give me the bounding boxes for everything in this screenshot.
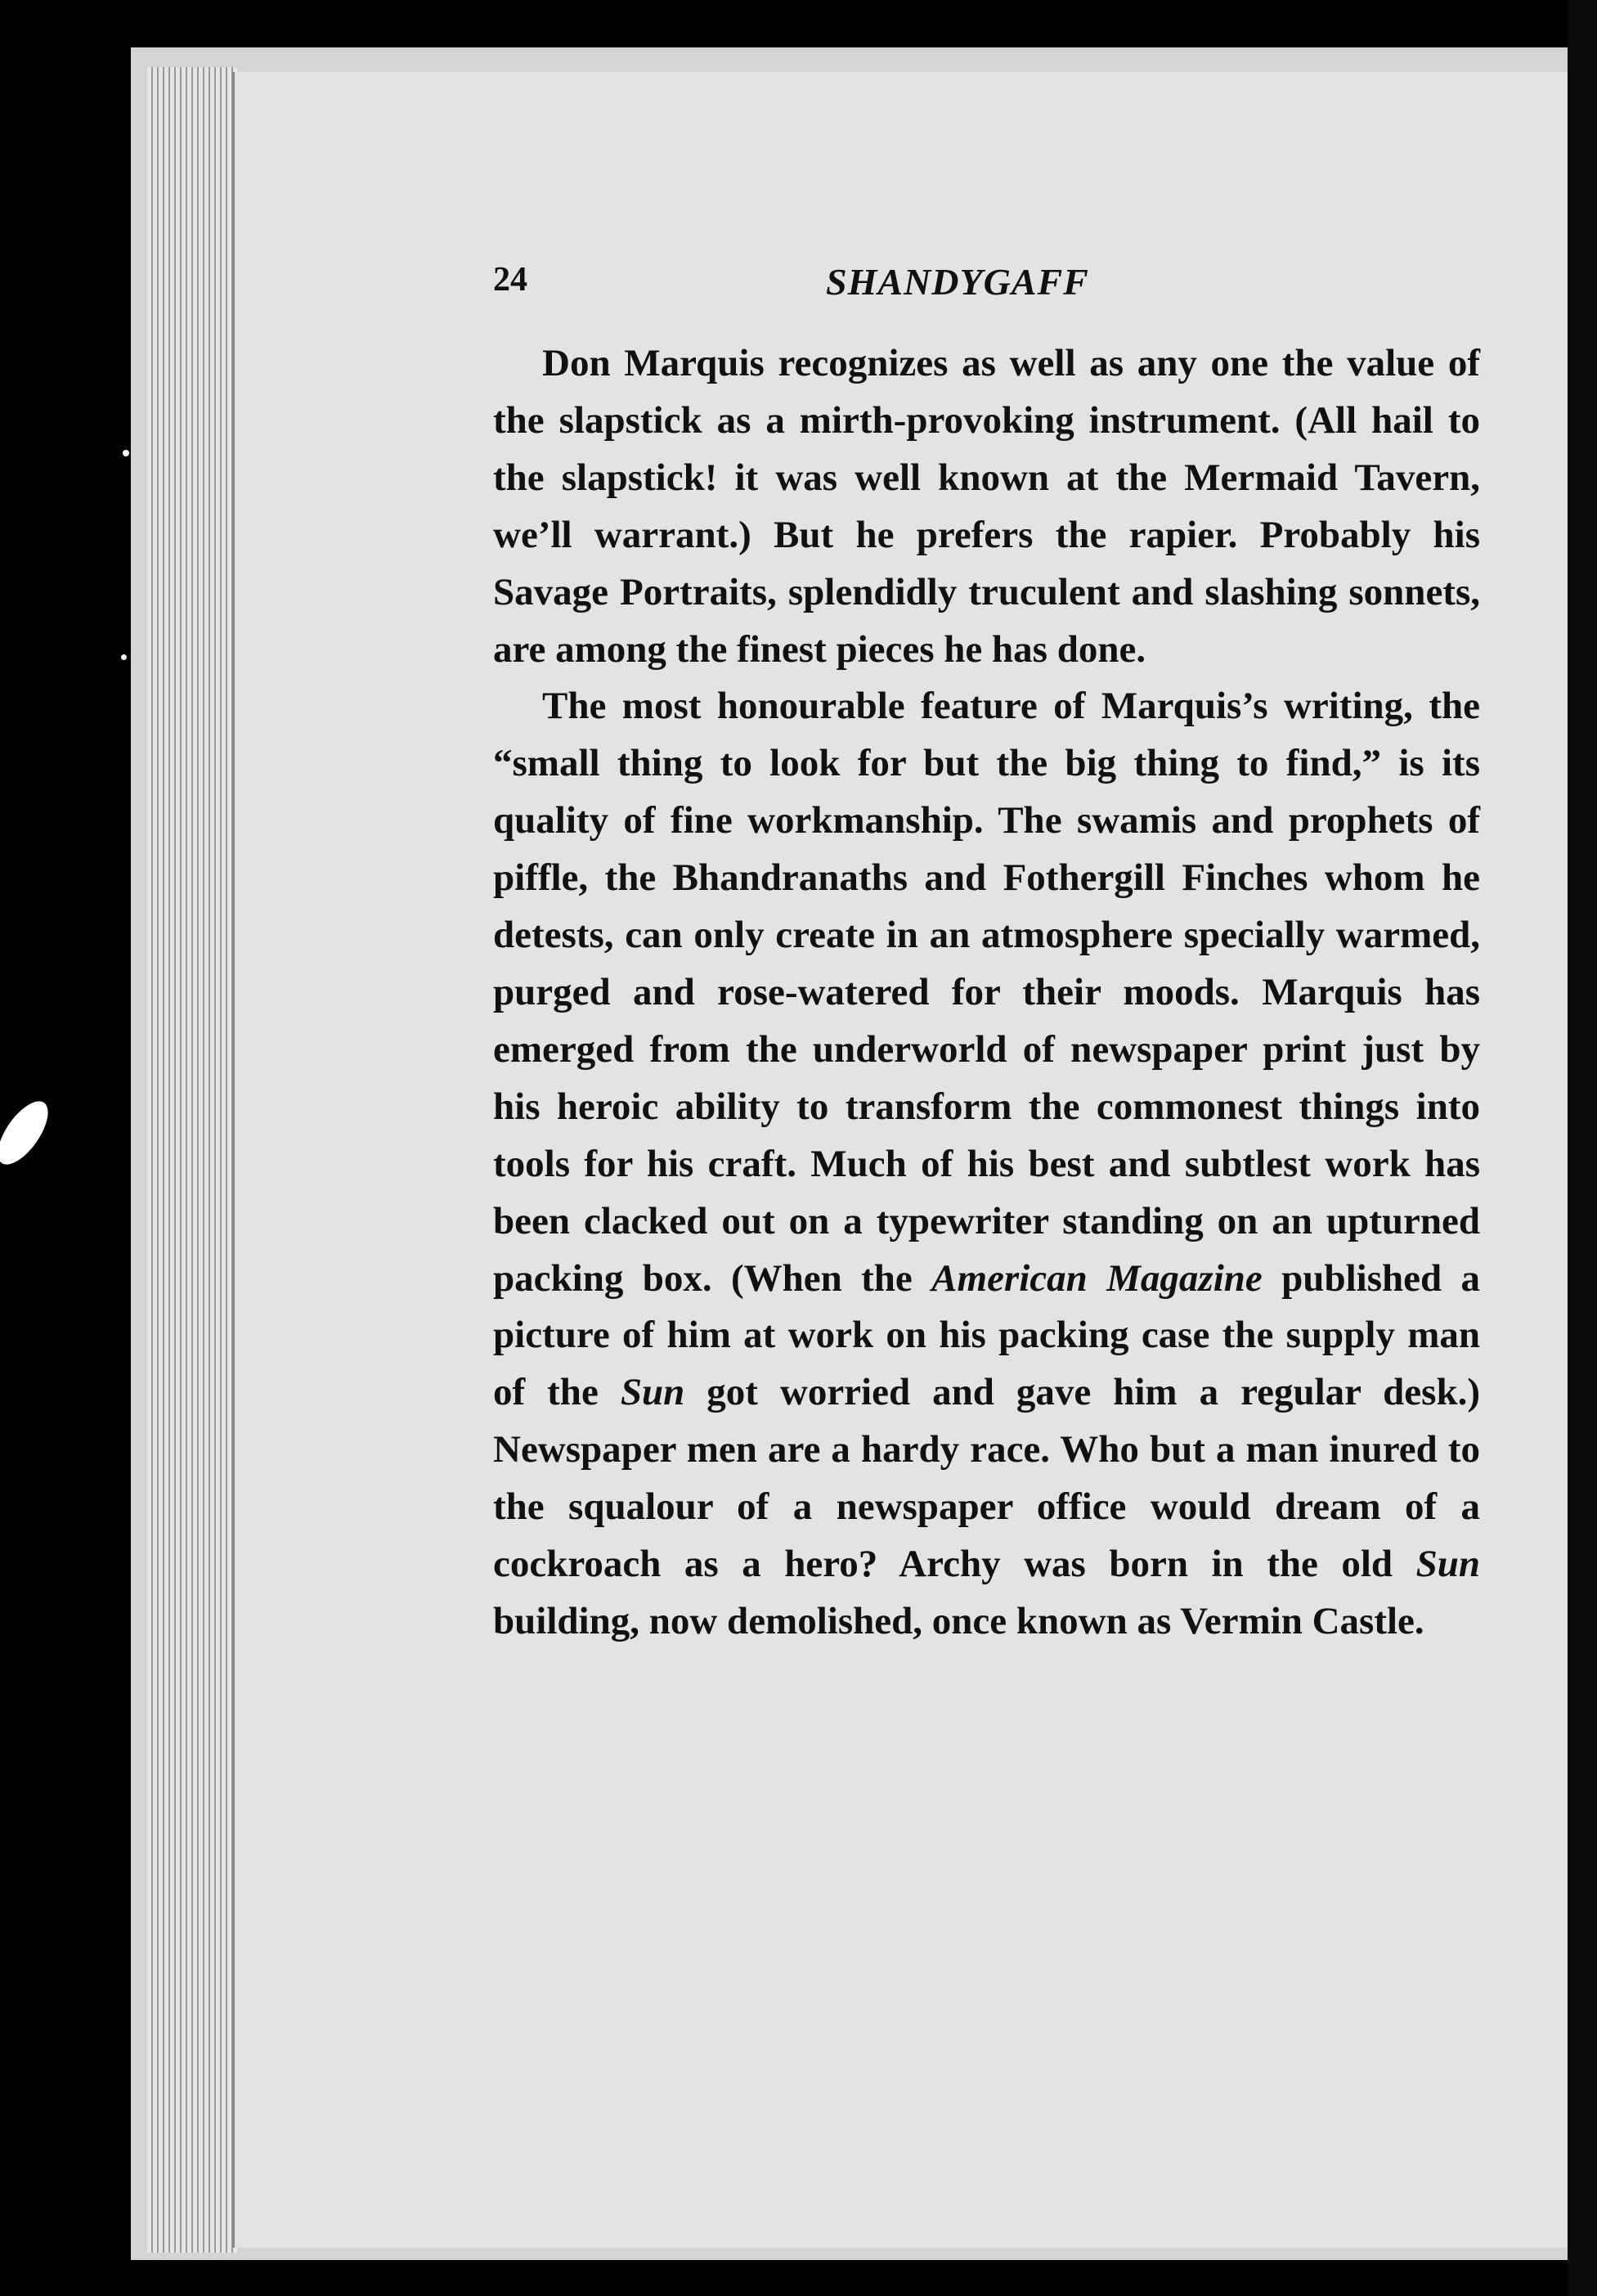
page-number: 24	[493, 261, 527, 299]
paragraph	[493, 335, 1480, 678]
italic-text: Sun	[1415, 1543, 1480, 1586]
running-title: SHANDYGAFF	[826, 261, 1089, 303]
page-stack-edges	[147, 67, 237, 2253]
paragraph	[493, 678, 1480, 1650]
italic-text: Sun	[620, 1371, 685, 1414]
text-run: published a picture of him at work on his packing case the supply man of the	[493, 1256, 1481, 1414]
scan-speck	[121, 654, 127, 660]
scan-speck	[123, 450, 129, 456]
page-header	[493, 260, 1480, 309]
text-run: The most honourable feature of Marquis’s writing, the “small thing to look for but the big thing to find,” is its quality of fine workmanship. The swamis and prophets of piffle, the Bhandranaths and Fothergill Finches whom he detests, can only create in an atmosphere specially warmed, purged and rose-watered for their moods. Marquis has emerged from the underworld of newspaper print just by his heroic ability to transform the commonest things into tools for his craft. Much of his best and subtlest work has been clacked out on a typewriter standing on an upturned packing box. (When the	[493, 685, 1480, 1300]
italic-text: American Magazine	[931, 1256, 1263, 1300]
text-run: got worried and gave him a regular desk.) Newspaper men are a hardy race. Who but a man inured to the squalour of a newspaper office would dream of a cockroach as a hero? Archy was born in the old	[493, 1371, 1480, 1586]
body-text	[493, 335, 1480, 1651]
scan-speck	[0, 1094, 57, 1173]
text-run: Don Marquis recognizes as well as any one the value of the slapstick as a mirth-provoking instrument. (All hail to the slapstick! it was well known at the Mermaid Tavern, we’ll warrant.) But he prefers the rapier. Probably his Savage Portraits, splendidly truculent and slashing sonnets, are among the finest pieces he has done.	[493, 342, 1480, 671]
text-run: building, now demolished, once known as Vermin Castle.	[493, 1599, 1424, 1642]
scan-border	[1568, 0, 1597, 2296]
